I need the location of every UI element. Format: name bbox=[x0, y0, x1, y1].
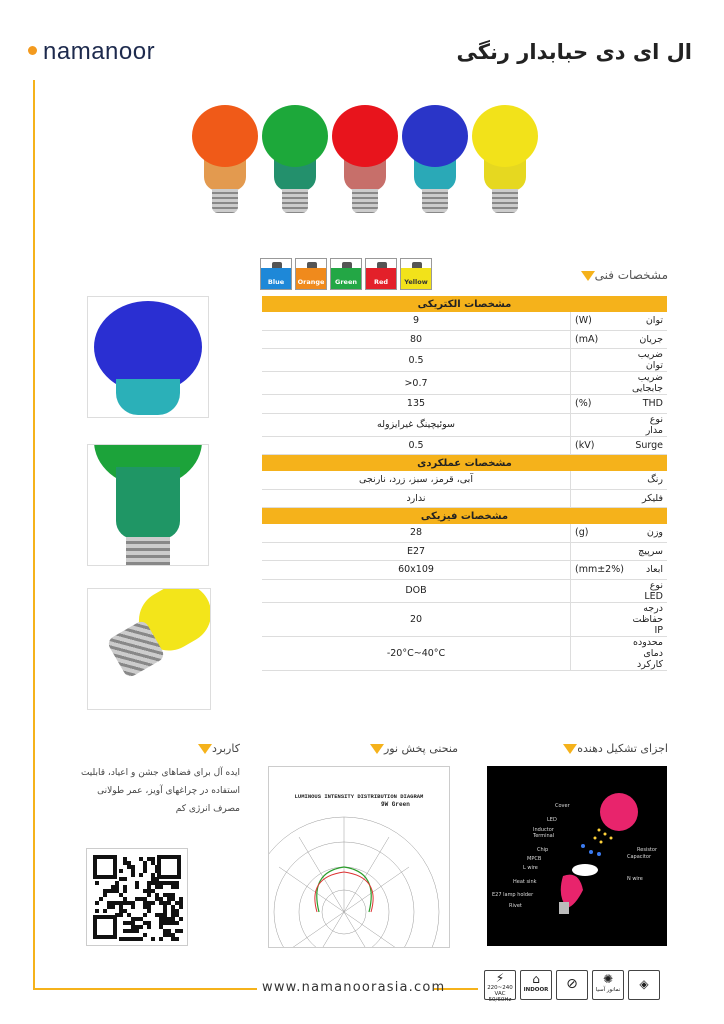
spec-row bbox=[262, 542, 667, 561]
spec-row bbox=[262, 524, 667, 542]
spec-unit bbox=[571, 542, 628, 561]
spec-value: 80 bbox=[262, 330, 571, 349]
swatch-blue bbox=[260, 258, 292, 290]
no-dimmer-badge-icon: ⊘ bbox=[556, 970, 588, 1000]
spec-unit bbox=[571, 489, 628, 508]
brand-logo bbox=[28, 38, 155, 66]
part-label: MPCB bbox=[527, 856, 542, 862]
part-label: E27 lamp holder bbox=[492, 892, 534, 898]
spec-row bbox=[262, 602, 667, 636]
brand-name: namanoor bbox=[43, 38, 156, 65]
spec-unit bbox=[571, 471, 628, 489]
page-title: ال ای دی حبابدار رنگی bbox=[456, 40, 692, 64]
swatch-label: Yellow bbox=[404, 278, 428, 286]
photo-yellow-bulb bbox=[87, 588, 211, 710]
spec-name: نوع مدار bbox=[628, 413, 667, 436]
indoor-badge-icon: ⌂ INDOOR bbox=[520, 970, 552, 1000]
color-swatches bbox=[260, 258, 432, 290]
spec-unit bbox=[571, 349, 628, 372]
spec-name: وزن bbox=[628, 524, 667, 542]
spec-unit bbox=[571, 413, 628, 436]
spec-value: 135 bbox=[262, 395, 571, 414]
spec-row bbox=[262, 395, 667, 414]
triangle-icon bbox=[198, 744, 212, 754]
cert-badges bbox=[484, 970, 660, 1003]
spec-value: -20°C~40°C bbox=[262, 636, 571, 670]
spec-unit bbox=[571, 636, 628, 670]
part-label: Capacitor bbox=[627, 854, 652, 860]
spec-name: ضریب توان bbox=[628, 349, 667, 372]
spec-unit bbox=[571, 602, 628, 636]
spec-value: ندارد bbox=[262, 489, 571, 508]
spec-value: 20 bbox=[262, 602, 571, 636]
bulb-yellow bbox=[472, 105, 538, 217]
qr-code[interactable] bbox=[86, 848, 188, 946]
swatch-green bbox=[330, 258, 362, 290]
qr-code-icon bbox=[87, 849, 187, 945]
spec-unit: (%) bbox=[571, 395, 628, 414]
part-label: Inductor Terminal bbox=[533, 827, 555, 839]
part-label: Cover bbox=[555, 803, 570, 809]
spec-row bbox=[262, 330, 667, 349]
spec-name: ضریب جابجایی bbox=[628, 372, 667, 395]
triangle-icon bbox=[370, 744, 384, 754]
spec-unit: (mA) bbox=[571, 330, 628, 349]
swatch-orange bbox=[295, 258, 327, 290]
spec-row bbox=[262, 349, 667, 372]
spec-row bbox=[262, 489, 667, 508]
spec-row bbox=[262, 436, 667, 455]
spec-unit: (kV) bbox=[571, 436, 628, 455]
spec-name: نوع LED bbox=[628, 579, 667, 602]
swatch-red bbox=[365, 258, 397, 290]
spec-table bbox=[262, 296, 667, 671]
spec-section-header: مشخصات الکتریکی bbox=[262, 296, 667, 312]
diagram-subtitle: 9W Green bbox=[381, 801, 410, 808]
spec-row bbox=[262, 561, 667, 580]
spec-value: >0.7 bbox=[262, 372, 571, 395]
usage-text: ایده آل برای فضاهای جشن و اعیاد، قابلیت استفاده در چراغهای آویز، عمر طولانی مصرف انرژی کم bbox=[80, 768, 240, 814]
spec-unit: (mm±2%) bbox=[571, 561, 628, 580]
spec-row bbox=[262, 413, 667, 436]
website-link[interactable]: www.namanoorasia.com bbox=[262, 980, 446, 995]
part-label: Chip bbox=[537, 847, 549, 853]
bulb-green bbox=[262, 105, 328, 217]
spec-row bbox=[262, 579, 667, 602]
spec-name: جریان bbox=[628, 330, 667, 349]
spec-section-header: مشخصات فیزیکی bbox=[262, 508, 667, 525]
triangle-icon bbox=[563, 744, 577, 754]
part-label: N wire bbox=[627, 876, 643, 882]
spec-value: E27 bbox=[262, 542, 571, 561]
spec-unit: (g) bbox=[571, 524, 628, 542]
spec-value: آبی، قرمز، سبز، زرد، نارنجی bbox=[262, 471, 571, 489]
spec-value: DOB bbox=[262, 579, 571, 602]
light-distribution-diagram bbox=[268, 766, 450, 948]
usage-title: کاربرد bbox=[194, 742, 240, 755]
spec-name: THD bbox=[628, 395, 667, 414]
spec-name: فلیکر bbox=[628, 489, 667, 508]
bulb-red bbox=[332, 105, 398, 217]
part-label: L wire bbox=[523, 865, 538, 871]
voltage-badge-icon: ⚡ 220~240 VAC 50/60Hz bbox=[484, 970, 516, 1000]
spec-value: 0.5 bbox=[262, 349, 571, 372]
spec-row bbox=[262, 312, 667, 330]
polar-chart-icon bbox=[269, 767, 449, 947]
triangle-icon bbox=[581, 271, 595, 281]
spec-row bbox=[262, 372, 667, 395]
spec-name: ابعاد bbox=[628, 561, 667, 580]
swatch-yellow bbox=[400, 258, 432, 290]
brand-seal-icon: ✺ نمانور آسیا bbox=[592, 970, 624, 1000]
part-label: LED bbox=[547, 817, 557, 823]
bulb-blue bbox=[402, 105, 468, 217]
part-label: Resistor bbox=[637, 847, 657, 853]
bulb-orange bbox=[192, 105, 258, 217]
spec-value: 28 bbox=[262, 524, 571, 542]
spec-unit: (W) bbox=[571, 312, 628, 330]
spec-name: محدوده دمای کارکرد bbox=[628, 636, 667, 670]
spec-row bbox=[262, 471, 667, 489]
frame-bottom-line bbox=[33, 988, 257, 990]
spec-value: 0.5 bbox=[262, 436, 571, 455]
spec-unit bbox=[571, 372, 628, 395]
exploded-view bbox=[487, 766, 667, 946]
part-label: Rivet bbox=[509, 903, 522, 909]
spec-value: 9 bbox=[262, 312, 571, 330]
photo-blue-bulb bbox=[87, 296, 209, 418]
spec-name: Surge bbox=[628, 436, 667, 455]
spec-section-header: مشخصات عملکردی bbox=[262, 455, 667, 472]
swatch-label: Orange bbox=[297, 278, 325, 286]
photo-green-bulb bbox=[87, 444, 209, 566]
spec-name: رنگ bbox=[628, 471, 667, 489]
swatch-label: Red bbox=[373, 278, 389, 286]
spec-row bbox=[262, 636, 667, 670]
spec-name: سرپیچ bbox=[628, 542, 667, 561]
part-label: Heat sink bbox=[513, 879, 537, 885]
brand-dot-icon bbox=[28, 46, 37, 55]
standard-badge-icon: ◈ bbox=[628, 970, 660, 1000]
diagram-heading: LUMINOUS INTENSITY DISTRIBUTION DIAGRAM bbox=[294, 793, 424, 800]
spec-section-title: مشخصات فنی bbox=[577, 268, 668, 282]
exploded-title: اجزای تشکیل دهنده bbox=[559, 742, 668, 755]
spec-value: سوئیچینگ غیرایزوله bbox=[262, 413, 571, 436]
spec-value: 60x109 bbox=[262, 561, 571, 580]
frame-vertical-line bbox=[33, 80, 35, 990]
swatch-label: Blue bbox=[267, 278, 285, 286]
swatch-label: Green bbox=[335, 278, 357, 286]
spec-name: درجه حفاظت IP bbox=[628, 602, 667, 636]
spec-name: توان bbox=[628, 312, 667, 330]
diagram-title: منحنی پخش نور bbox=[366, 742, 458, 755]
spec-unit bbox=[571, 579, 628, 602]
